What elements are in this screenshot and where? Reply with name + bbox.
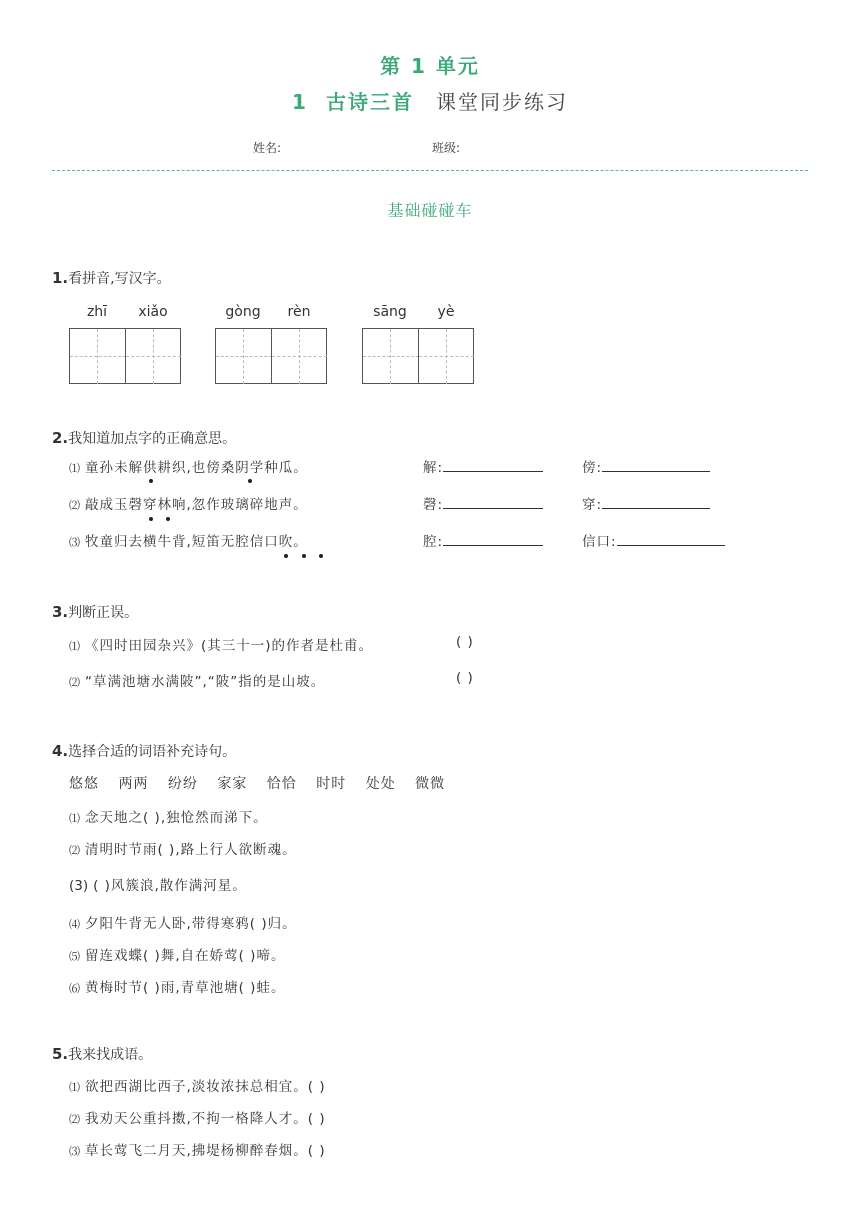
q5-item-1: ⑴ 欲把西湖比西子,淡妆浓抹总相宜。( ): [69, 1079, 326, 1095]
class-label: 班级:: [432, 141, 461, 155]
writing-grid: [215, 328, 327, 384]
pinyin-label: xiǎo: [138, 304, 168, 320]
q3-item-2: ⑵ “草满池塘水满陂”,“陂”指的是山坡。: [69, 674, 326, 690]
emphasis-dot: [166, 517, 170, 521]
q1-title: 1.看拼音,写汉字。: [52, 269, 171, 287]
q4-title: 4.选择合适的词语补充诗句。: [52, 742, 237, 760]
writing-cell[interactable]: [125, 329, 181, 384]
q2-title: 2.我知道加点字的正确意思。: [52, 429, 237, 447]
pinyin-label: zhī: [86, 304, 108, 320]
q4-item-3: (3) ( )风簇浪,散作满河星。: [69, 878, 247, 894]
q2-answer-3a: 腔:: [423, 530, 543, 550]
writing-cell[interactable]: [271, 329, 327, 384]
q3-title: 3.判断正误。: [52, 603, 139, 621]
writing-cell[interactable]: [363, 329, 419, 384]
q5-item-2: ⑵ 我劝天公重抖擞,不拘一格降人才。( ): [69, 1111, 326, 1127]
q4-item-6: ⑹ 黄梅时节( )雨,青草池塘( )蛙。: [69, 980, 286, 996]
emphasis-dot: [248, 479, 252, 483]
writing-cell[interactable]: [216, 329, 272, 384]
section-title: 基础碰碰车: [387, 201, 473, 220]
q4-item-4: ⑷ 夕阳牛背无人卧,带得寒鸦( )归。: [69, 916, 297, 932]
lesson-subtitle: 课堂同步练习: [435, 90, 568, 114]
word-bank: 悠悠 两两 纷纷 家家 恰恰 时时 处处 微微: [69, 776, 446, 792]
q2-item-2: ⑵ 敲成玉磬穿林响,忽作玻璃碎地声。: [69, 497, 308, 513]
q2-answer-2b: 穿:: [582, 493, 710, 513]
pinyin-label: sāng: [373, 304, 407, 320]
lesson-number: 1: [292, 90, 308, 114]
answer-line[interactable]: [443, 494, 543, 509]
q2-answer-2a: 磬:: [423, 493, 543, 513]
writing-cell[interactable]: [418, 329, 474, 384]
q3-answer-paren-1[interactable]: ( ): [456, 634, 474, 650]
emphasis-dot: [319, 554, 323, 558]
q5-item-3: ⑶ 草长莺飞二月天,拂堤杨柳醉春烟。( ): [69, 1143, 326, 1159]
writing-cell[interactable]: [70, 329, 126, 384]
header-divider: [52, 170, 808, 171]
q2-item-1: ⑴ 童孙未解供耕织,也傍桑阴学种瓜。: [69, 460, 308, 476]
q3-answer-paren-2[interactable]: ( ): [456, 670, 474, 686]
answer-line[interactable]: [443, 457, 543, 472]
pinyin-label: gòng: [225, 304, 261, 320]
answer-line[interactable]: [617, 531, 725, 546]
emphasis-dot: [284, 554, 288, 558]
answer-line[interactable]: [602, 494, 710, 509]
q4-item-1: ⑴ 念天地之( ),独怆然而涕下。: [69, 810, 268, 826]
name-label: 姓名:: [253, 141, 282, 155]
emphasis-dot: [302, 554, 306, 558]
q5-title: 5.我来找成语。: [52, 1045, 153, 1063]
q4-item-5: ⑸ 留连戏蝶( )舞,自在娇莺( )啼。: [69, 948, 286, 964]
q3-item-1: ⑴ 《四时田园杂兴》(其三十一)的作者是杜甫。: [69, 638, 374, 654]
lesson-name: 古诗三首: [325, 90, 414, 114]
writing-grid: [362, 328, 474, 384]
writing-grid: [69, 328, 181, 384]
q2-item-3: ⑶ 牧童归去横牛背,短笛无腔信口吹。: [69, 534, 308, 550]
emphasis-dot: [149, 517, 153, 521]
emphasis-dot: [149, 479, 153, 483]
unit-title: 第 1 单元: [380, 54, 480, 78]
q2-answer-1a: 解:: [423, 456, 543, 476]
lesson-title: [0, 86, 860, 115]
q2-answer-3b: 信口:: [582, 530, 725, 550]
q4-item-2: ⑵ 清明时节雨( ),路上行人欲断魂。: [69, 842, 297, 858]
answer-line[interactable]: [602, 457, 710, 472]
pinyin-label: rèn: [287, 304, 311, 320]
pinyin-label: yè: [437, 304, 455, 320]
answer-line[interactable]: [443, 531, 543, 546]
q2-answer-1b: 傍:: [582, 456, 710, 476]
